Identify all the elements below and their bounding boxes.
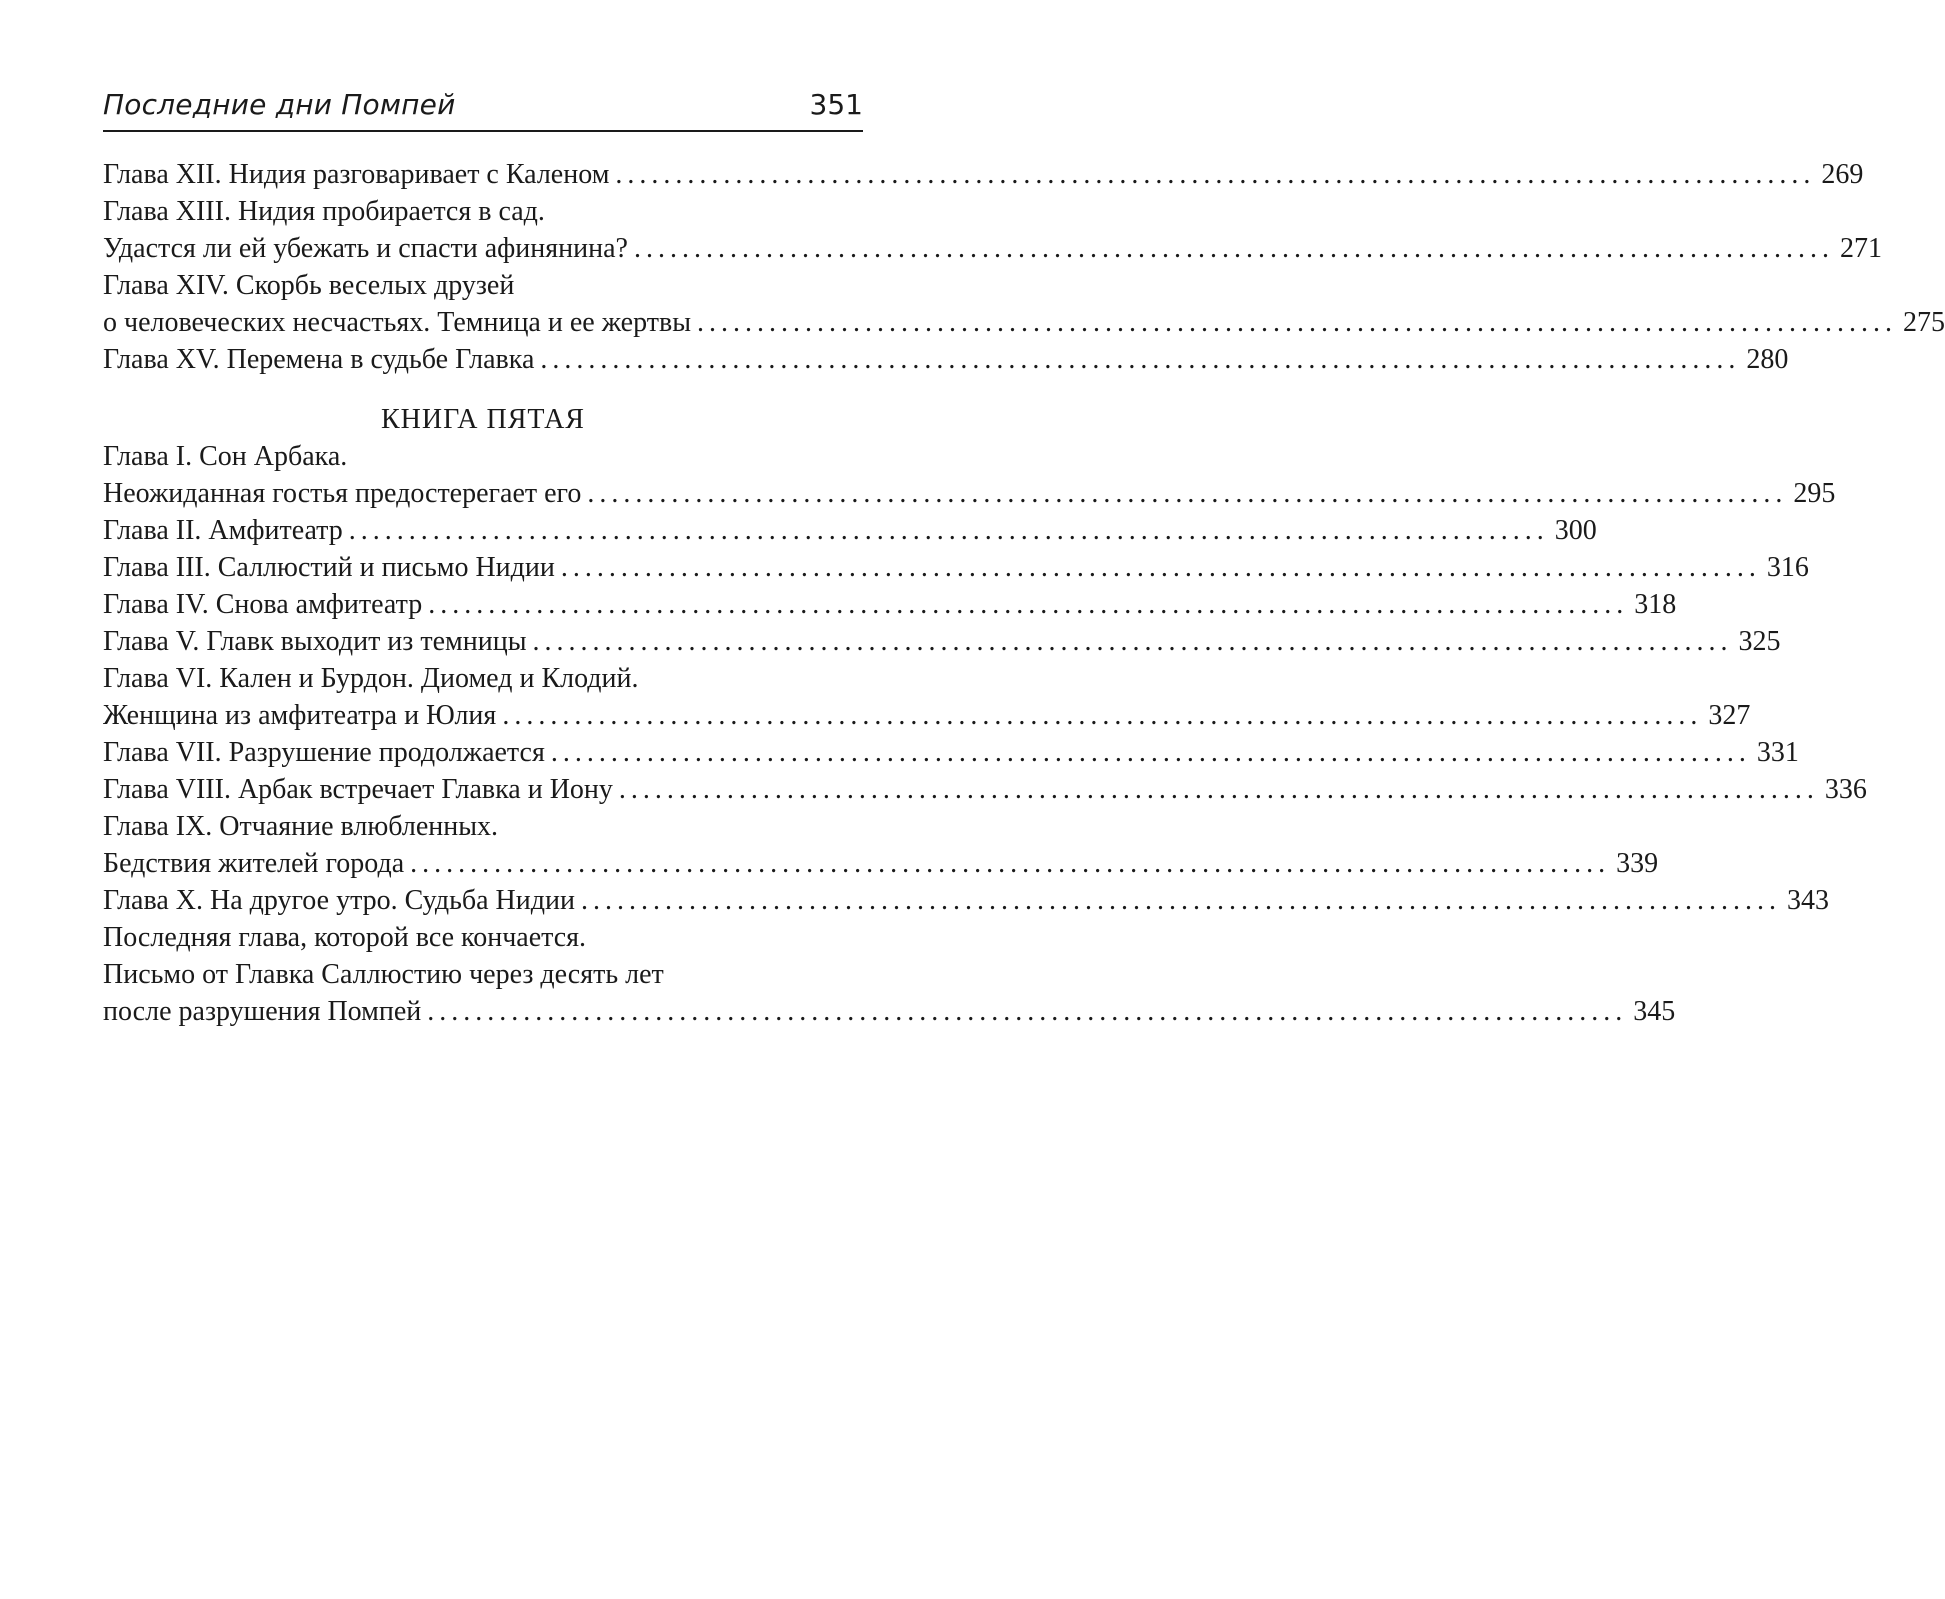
toc-entry[interactable] <box>103 304 1945 341</box>
toc-entry-title: Бедствия жителей города <box>103 848 405 879</box>
toc-entry-page: 280 <box>1746 344 1789 375</box>
toc-entry-title: Письмо от Главка Саллюстию через десять лет <box>103 959 664 990</box>
toc-entry-title: о человеческих несчастьях. Темница и ее жертвы <box>103 307 691 338</box>
table-of-contents <box>103 156 1945 1030</box>
toc-entry-title: Глава XII. Нидия разговаривает с Каленом <box>103 159 610 190</box>
toc-entry-title: Глава IX. Отчаяние влюбленных. <box>103 811 499 842</box>
toc-section-book-four <box>103 156 1945 378</box>
toc-entry-page: 318 <box>1634 589 1677 620</box>
toc-entry-title: Глава VIII. Арбак встречает Главка и Иону <box>103 774 613 805</box>
toc-dot-leader: .................................................................................................... <box>410 848 1611 879</box>
toc-entry-page: 300 <box>1554 515 1597 546</box>
toc-entry-title: Глава X. На другое утро. Судьба Нидии <box>103 885 575 916</box>
toc-entry[interactable] <box>103 549 1809 586</box>
toc-section-book-five <box>103 438 1867 1030</box>
toc-entry[interactable] <box>103 475 1836 512</box>
toc-dot-leader: .................................................................................................... <box>587 478 1788 509</box>
toc-entry-title: Глава XIV. Скорбь веселых друзей <box>103 270 515 301</box>
running-header <box>103 82 863 132</box>
toc-entry[interactable] <box>103 230 1882 267</box>
toc-entry-title: Глава IV. Снова амфитеатр <box>103 589 423 620</box>
toc-entry-line[interactable] <box>103 919 863 956</box>
toc-entry-page: 345 <box>1633 996 1676 1027</box>
toc-entry-page: 295 <box>1793 478 1836 509</box>
toc-dot-leader: .................................................................................................... <box>550 737 1751 768</box>
toc-dot-leader: .................................................................................................... <box>532 626 1733 657</box>
toc-entry-page: 271 <box>1839 233 1882 264</box>
toc-dot-leader: .................................................................................................... <box>348 515 1549 546</box>
toc-entry-title: Последняя глава, которой все кончается. <box>103 922 587 953</box>
toc-dot-leader: .................................................................................................... <box>502 700 1703 731</box>
toc-entry-page: 275 <box>1903 307 1945 338</box>
toc-entry-title: Глава I. Сон Арбака. <box>103 441 348 472</box>
toc-entry-page: 343 <box>1786 885 1829 916</box>
toc-dot-leader: .................................................................................................... <box>615 159 1816 190</box>
toc-entry-line[interactable] <box>103 660 863 697</box>
toc-entry-line[interactable] <box>103 438 863 475</box>
toc-dot-leader: .................................................................................................... <box>633 233 1834 264</box>
toc-dot-leader: .................................................................................................... <box>560 552 1761 583</box>
toc-entry-title: Женщина из амфитеатра и Юлия <box>103 700 497 731</box>
toc-entry[interactable] <box>103 993 1676 1030</box>
toc-dot-leader: .................................................................................................... <box>540 344 1741 375</box>
toc-entry-page: 331 <box>1756 737 1799 768</box>
toc-entry-page: 269 <box>1821 159 1864 190</box>
toc-entry-line[interactable] <box>103 267 863 304</box>
toc-entry-page: 327 <box>1708 700 1751 731</box>
toc-entry-title: Глава III. Саллюстий и письмо Нидии <box>103 552 555 583</box>
toc-entry-title: Глава XIII. Нидия пробирается в сад. <box>103 196 545 227</box>
toc-entry[interactable] <box>103 512 1597 549</box>
toc-entry-title: Глава VI. Кален и Бурдон. Диомед и Клодий. <box>103 663 639 694</box>
toc-entry[interactable] <box>103 341 1789 378</box>
toc-entry-page: 316 <box>1766 552 1809 583</box>
toc-entry-page: 336 <box>1824 774 1867 805</box>
toc-entry[interactable] <box>103 586 1677 623</box>
toc-entry-title: Глава II. Амфитеатр <box>103 515 343 546</box>
page-number: 351 <box>809 88 863 121</box>
toc-entry-title: Удастся ли ей убежать и спасти афинянина? <box>103 233 628 264</box>
toc-entry-line[interactable] <box>103 956 863 993</box>
toc-dot-leader: .................................................................................................... <box>580 885 1781 916</box>
toc-entry[interactable] <box>103 882 1829 919</box>
toc-entry-title: после разрушения Помпей <box>103 996 422 1027</box>
toc-entry[interactable] <box>103 734 1799 771</box>
toc-entry-title: Глава VII. Разрушение продолжается <box>103 737 545 768</box>
toc-dot-leader: .................................................................................................... <box>618 774 1819 805</box>
toc-entry-title: Глава V. Главк выходит из темницы <box>103 626 527 657</box>
book-heading: КНИГА ПЯТАЯ <box>381 404 585 435</box>
toc-entry[interactable] <box>103 697 1751 734</box>
toc-entry[interactable] <box>103 771 1867 808</box>
toc-dot-leader: .................................................................................................... <box>427 996 1628 1027</box>
toc-entry-title: Неожиданная гостья предостерегает его <box>103 478 582 509</box>
toc-entry-line[interactable] <box>103 193 863 230</box>
toc-entry[interactable] <box>103 845 1659 882</box>
toc-entry-page: 325 <box>1738 626 1781 657</box>
toc-dot-leader: .................................................................................................... <box>697 307 1897 338</box>
toc-entry-line[interactable] <box>103 808 863 845</box>
toc-entry-title: Глава XV. Перемена в судьбе Главка <box>103 344 535 375</box>
toc-dot-leader: .................................................................................................... <box>428 589 1629 620</box>
toc-entry[interactable] <box>103 156 1864 193</box>
toc-entry[interactable] <box>103 623 1781 660</box>
toc-entry-page: 339 <box>1616 848 1659 879</box>
running-title: Последние дни Помпей <box>103 88 456 121</box>
